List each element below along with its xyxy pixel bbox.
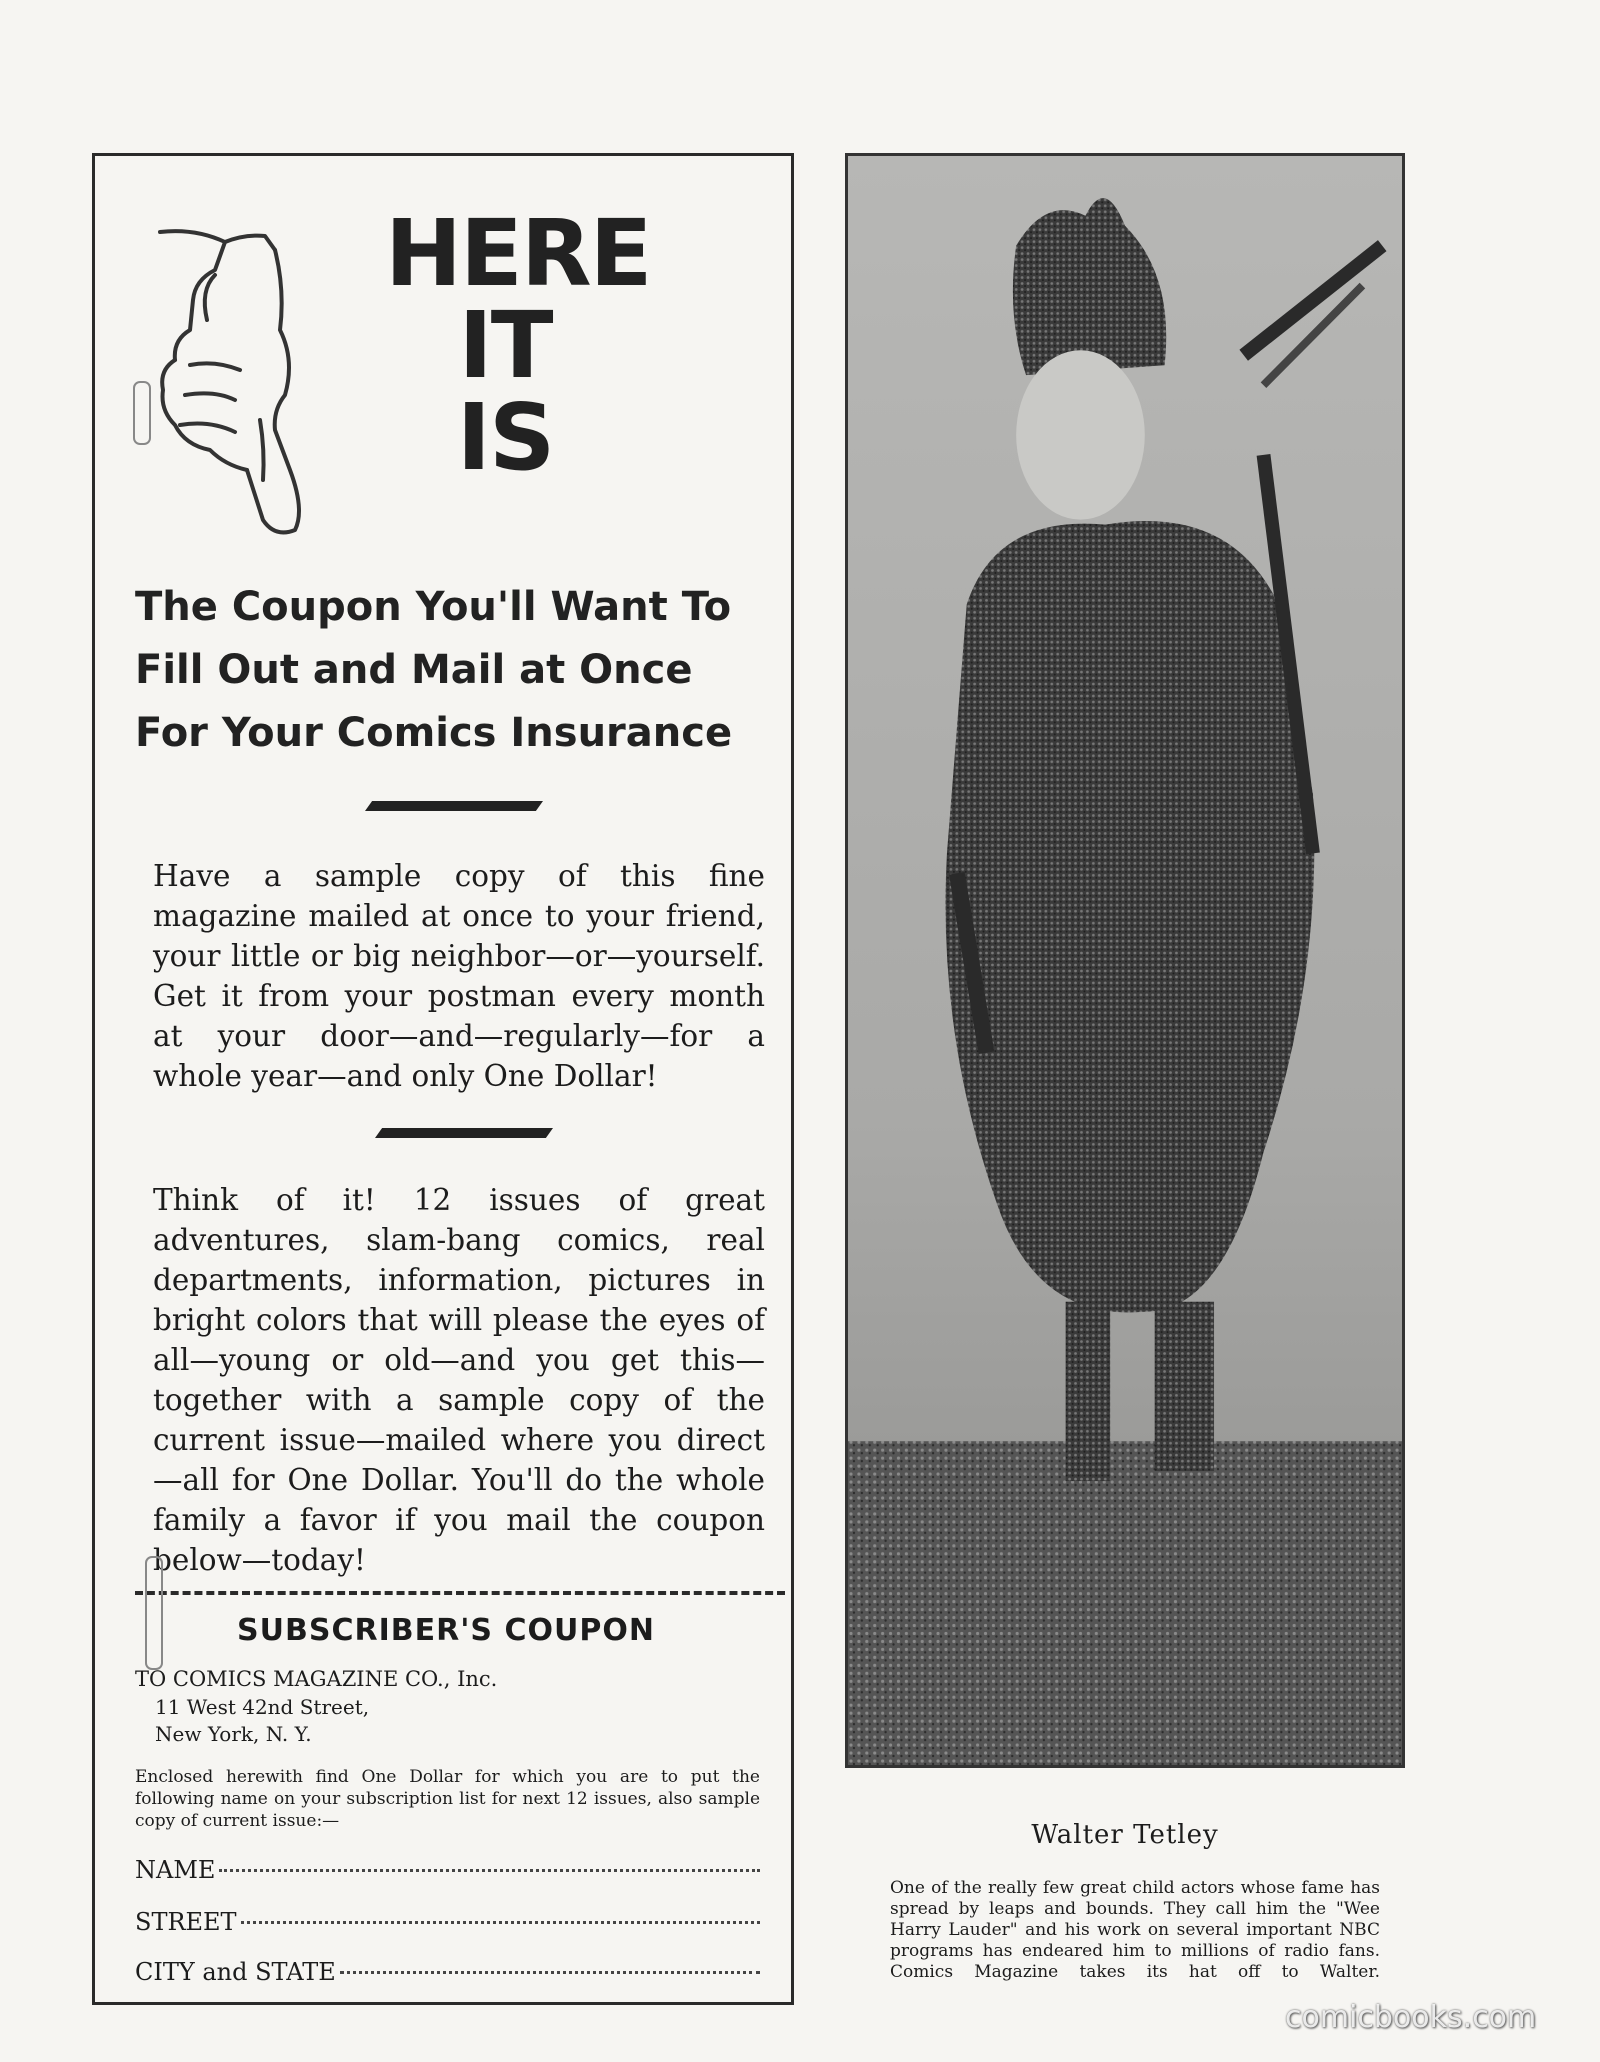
divider: [375, 1128, 553, 1138]
ad-paragraph-2: Think of it! 12 issues of great adventures, slam-bang comics, real departments, information, pictures in bright colors that will please the eyes of all—young or old—and you get this—together with a sample copy of the current issue—mailed where you direct—all for One Dollar. You'll do the whole family a favor if you mail the coupon below—today!: [153, 1183, 765, 1577]
cut-line: [135, 1591, 785, 1595]
photo-caption-text: One of the really few great child actors whose fame has spread by leaps and bounds. They call him the "Wee Harry Lauder" and his work on several important NBC programs has endeared him to millions of radio fans. Comics Magazine takes its hat off to Walter.: [890, 1878, 1380, 1982]
bagpiper-figure: [848, 156, 1402, 1765]
sub-headline-line: The Coupon You'll Want To: [135, 584, 732, 630]
coupon-city-address: New York, N. Y.: [155, 1722, 312, 1746]
ad-paragraph-1: Have a sample copy of this fine magazine mailed at once to your friend, your little or big neighbor—or—yourself. Get it from your postman every month at your door—and—regularly—for a whole year—and only One Dollar!: [153, 859, 765, 1093]
name-field-line[interactable]: [219, 1869, 760, 1872]
subscription-ad: [92, 153, 794, 2005]
headline-line: IS: [456, 384, 554, 491]
headline: [385, 200, 651, 491]
coupon-instructions: Enclosed herewith find One Dollar for which you are to put the following name on your subscription list for next 12 issues, also sample copy of current issue:—: [135, 1767, 760, 1831]
headline-line: IT: [458, 292, 552, 399]
pointing-hand-icon: [155, 220, 355, 540]
staple: [133, 381, 151, 445]
name-field-label: NAME: [135, 1856, 216, 1884]
coupon-street-address: 11 West 42nd Street,: [155, 1695, 370, 1719]
city-state-field-line[interactable]: [340, 1971, 760, 1974]
street-field-label: STREET: [135, 1908, 237, 1936]
street-field-line[interactable]: [241, 1921, 760, 1924]
name-field[interactable]: [135, 1856, 760, 1884]
headline-line: HERE: [385, 200, 651, 307]
sub-headline-line: For Your Comics Insurance: [135, 710, 733, 756]
watermark-text: comicbooks.com: [1285, 2000, 1537, 2035]
divider: [365, 801, 543, 811]
city-state-field[interactable]: [135, 1958, 760, 1986]
sub-headline: [135, 576, 765, 765]
city-state-field-label: CITY and STATE: [135, 1958, 336, 1986]
portrait-photo: [845, 153, 1405, 1768]
coupon-recipient: TO COMICS MAGAZINE CO., Inc.: [135, 1667, 498, 1691]
sub-headline-line: Fill Out and Mail at Once: [135, 647, 693, 693]
coupon-title: SUBSCRIBER'S COUPON: [237, 1613, 655, 1648]
photo-caption-name: Walter Tetley: [1031, 1820, 1219, 1850]
street-field[interactable]: [135, 1908, 760, 1936]
